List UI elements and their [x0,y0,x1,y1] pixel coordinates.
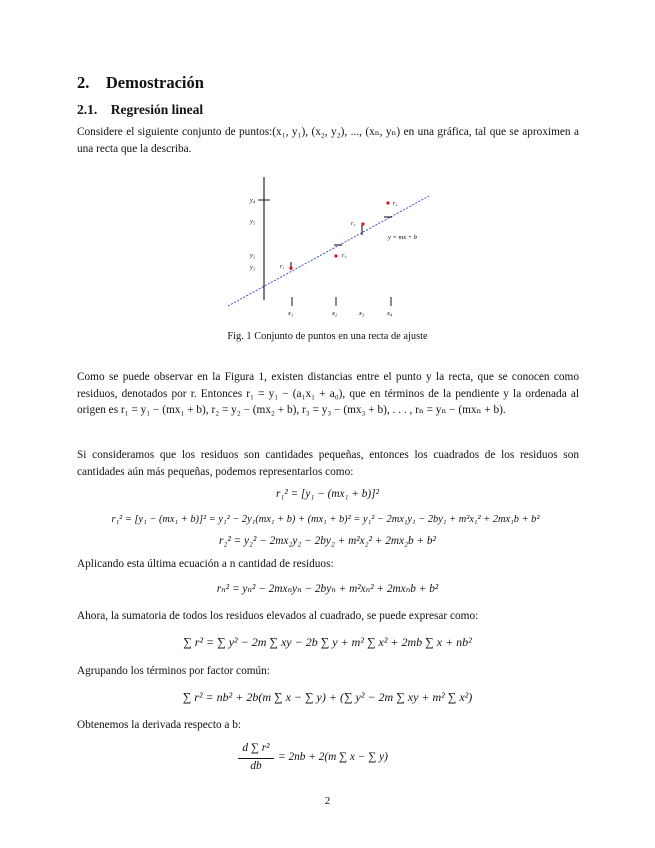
section-title: Demostración [105,73,204,92]
fraction-bar [238,758,274,759]
line-equation-label: y = mx + b [388,234,417,241]
x-label: x₃ [359,310,365,317]
derivative-rhs: = 2nb + 2(m ∑ x − ∑ y) [278,751,388,763]
equation-r1: r₁² = [y₁ − (mx₁ + b)]² [276,488,379,500]
derivative-denominator: db [250,760,262,772]
x-label: x₁ [288,310,294,317]
regression-figure [222,172,437,320]
applying-text: Aplicando esta última ecuación a n cantidad de residuos: [77,558,334,570]
intro-paragraph: Considere el siguiente conjunto de puntos:(x₁, y₁), (x₂, y₂), ..., (xₙ, yₙ) en una gráfica, tal que se aproximen a una recta que la describa. [77,126,579,155]
point-label: r₂ [342,253,347,259]
point-label: r₃ [351,221,356,227]
grouping-text: Agrupando los términos por factor común: [77,665,270,677]
y-label: y₄ [250,197,256,204]
subsection-title: Regresión lineal [110,102,204,117]
point-label: r₄ [393,201,398,207]
y-label: y₂ [250,252,256,259]
data-points [289,201,389,269]
equation-r1-expanded: r₁² = [y₁ − (mx₁ + b)]² = y₁² − 2y₁(mx₁ + b) + (mx₁ + b)² = y₁² − 2mx₁y₁ − 2by₁ + m²x₁² + 2mx₁b + b² [111,514,540,525]
y-label: y₃ [250,218,256,225]
data-point [386,201,389,204]
x-label: x₄ [387,310,393,317]
subsection-heading [77,102,203,118]
equation-rn: rₙ² = yₙ² − 2mxₙyₙ − 2byₙ + m²xₙ² + 2mxₙb + b² [216,583,439,595]
x-label: x₂ [332,310,338,317]
data-point [334,254,337,257]
equation-grouped: ∑ r² = nb² + 2b(m ∑ x − ∑ y) + (∑ y² − 2m ∑ xy + m² ∑ x²) [182,690,473,704]
derivative-numerator: d ∑ r² [242,742,270,754]
page-number: 2 [324,795,331,807]
point-label: r₁ [280,264,285,270]
section-number: 2. [77,73,90,92]
equation-r2: r₂² = y₂² − 2mx₂y₂ − 2by₂ + m²x₂² + 2mx₂b + b² [219,535,436,547]
figure-caption: Fig. 1 Conjunto de puntos en una recta de ajuste [227,331,428,342]
x-ticks [292,297,391,306]
subsection-number: 2.1. [77,102,98,117]
equation-sum: ∑ r² = ∑ y² − 2m ∑ xy − 2b ∑ y + m² ∑ x² + 2mb ∑ x + nb² [183,635,472,649]
squares-paragraph: Si consideramos que los residuos son cantidades pequeñas, entonces los cuadrados de los residuos son cantidades aún más pequeñas, podemos representarlos como: [77,449,579,478]
y-label: y₁ [250,264,256,271]
equation-derivative [238,742,418,776]
data-point [361,222,364,225]
regression-line [228,196,429,306]
residuals-paragraph: Como se puede observar en la Figura 1, existen distancias entre el punto y la recta, que se conocen como residuos, denotados por r. Entonces r₁ = y₁ − (a₁x₁ + a₀), que en términos de la pendiente y la ordenada al origen es r₁ = y₁ − (mx₁ + b), r₂ = y₂ − (mx₂ + b), r₃ = y₃ − (mx₃ + b), . . . , rₙ = yₙ − (mxₙ + b). [77,371,579,416]
summation-text: Ahora, la sumatoria de todos los residuos elevados al cuadrado, se puede expresar como: [77,610,479,622]
data-point [289,266,292,269]
derivative-text: Obtenemos la derivada respecto a b: [77,719,242,731]
section-heading [77,73,204,93]
